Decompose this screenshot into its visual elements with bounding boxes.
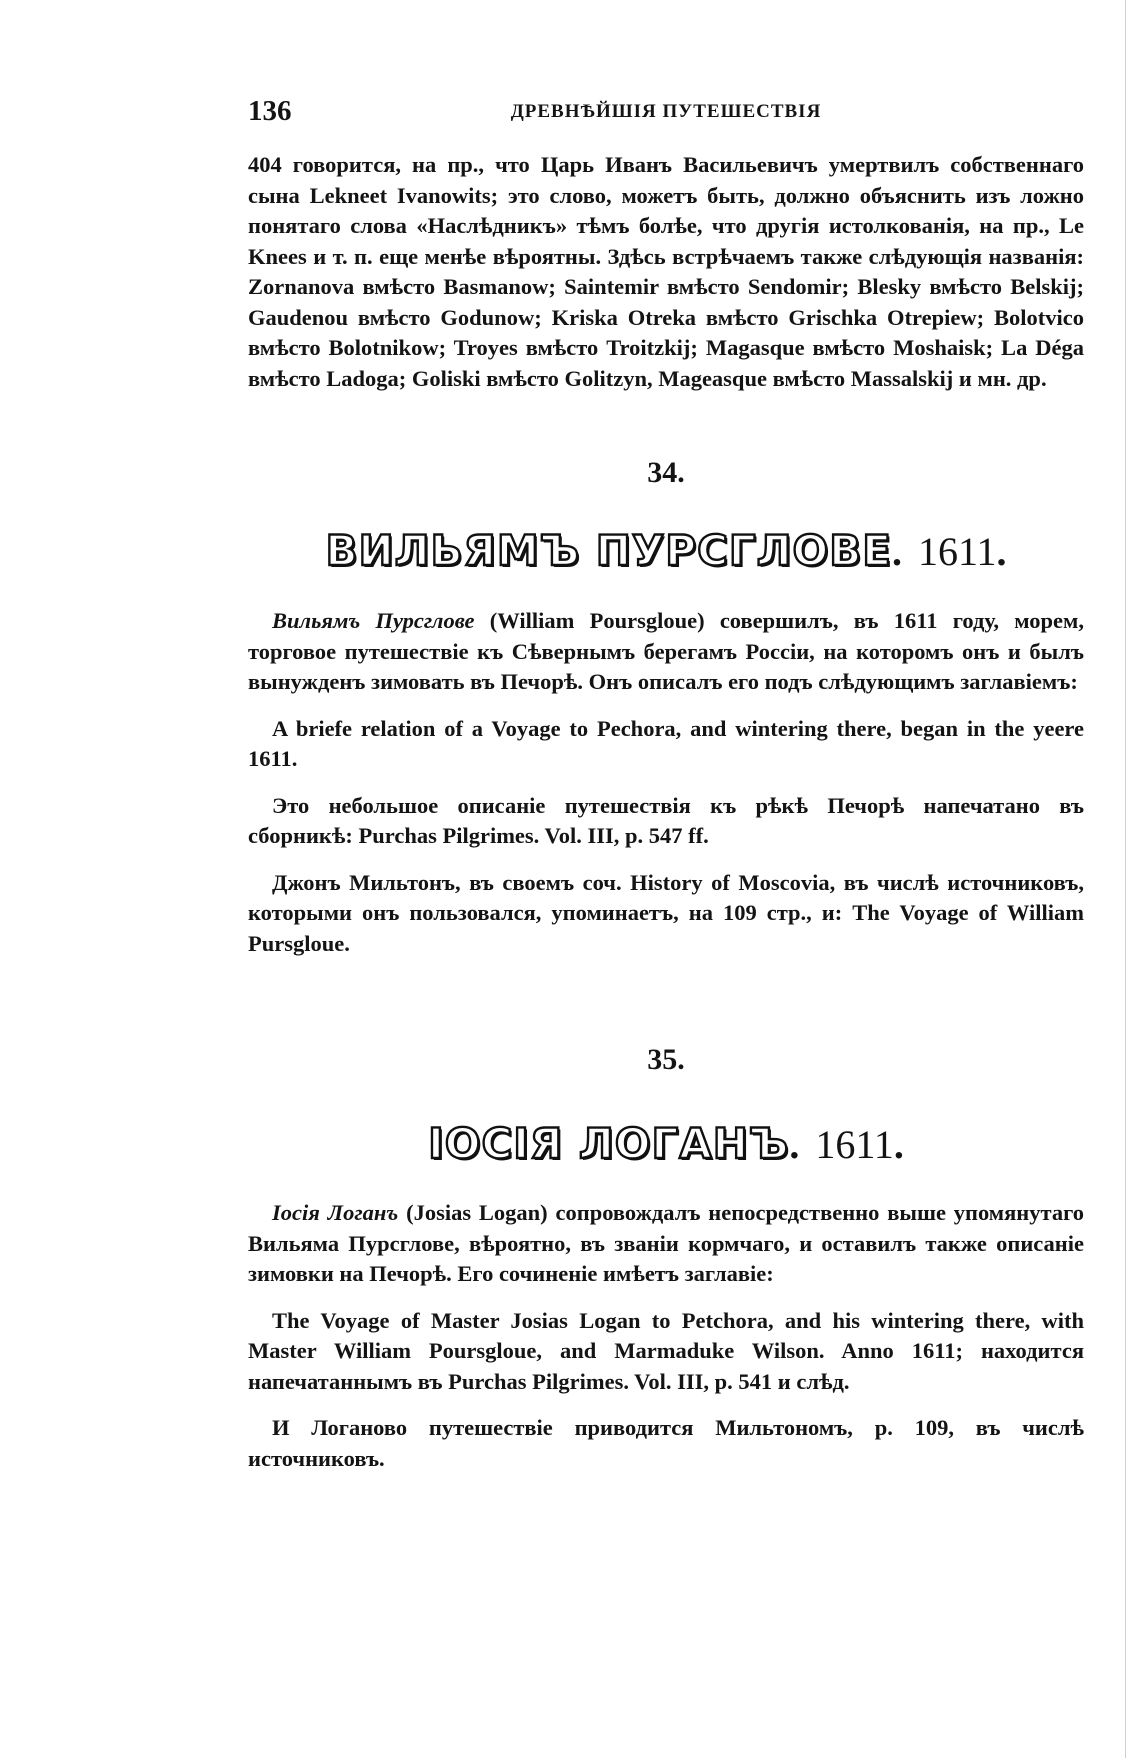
page-number: 136 xyxy=(248,95,292,127)
section-35-heading-title: ІОСІЯ ЛОГАНЪ xyxy=(428,1119,790,1168)
section-34-paragraph-1: Вильямъ Пурсглове (William Poursgloue) совершилъ, въ 1611 году, морем, торговое путешествіе къ Сѣвернымъ берегамъ Россіи, на которомъ онъ и былъ вынужденъ зимовать въ Печорѣ. Онъ описалъ его подъ слѣдующимъ заглавіемъ: xyxy=(248,608,1084,694)
section-34-name: Вильямъ Пурсглове xyxy=(272,608,475,633)
section-35-number: 35. xyxy=(647,1043,685,1076)
section-34-heading-title: ВИЛЬЯМЪ ПУРСГЛОВЕ xyxy=(325,526,892,575)
running-head xyxy=(248,95,1084,135)
section-35-name: Іосія Логанъ xyxy=(272,1200,399,1225)
section-34-year: 1611 xyxy=(917,529,997,574)
section-34-body xyxy=(248,606,1084,959)
section-35-title-quote: The Voyage of Master Josias Logan to Petchora, and his wintering there, with Master William Poursgloue, and Marmaduke Wilson. Anno 1611; находится напечатаннымъ въ Purchas Pilgrimes. Vol. III, p. 541 и слѣд. xyxy=(248,1307,1084,1394)
section-35-paragraph-1: Іосія Логанъ (Josias Logan) сопровождалъ непосредственно выше упомянутаго Вильяма Пурсглове, вѣроятно, въ званіи кормчаго, и оставилъ также описаніе зимовки на Печорѣ. Его сочиненіе имѣетъ заглавіе: xyxy=(248,1200,1084,1286)
running-title: ДРЕВНѢЙШІЯ ПУТЕШЕСТВІЯ xyxy=(510,101,822,122)
section-35-paragraph-3: И Логаново путешествіе приводится Мильтономъ, р. 109, въ числѣ источниковъ. xyxy=(248,1415,1084,1471)
top-paragraph-block xyxy=(248,150,1084,394)
section-34-paragraph-3: Это небольшое описаніе путешествія къ рѣкѣ Печорѣ напечатано въ сборникѣ: Purchas Pilgrimes. Vol. III, p. 547 ff. xyxy=(248,792,1084,848)
page-edge-line xyxy=(1125,0,1126,1758)
section-35-body xyxy=(248,1198,1084,1474)
section-34-heading: ВИЛЬЯМЪ ПУРСГЛОВЕ. 1611. xyxy=(325,526,1007,575)
section-34-number: 34. xyxy=(647,456,685,489)
section-35-heading: ІОСІЯ ЛОГАНЪ. 1611. xyxy=(428,1119,904,1168)
section-35-year: 1611 xyxy=(815,1122,894,1167)
section-34-title-quote: A briefe relation of a Voyage to Pechora, and wintering there, began in the yeere 1611. xyxy=(248,715,1084,771)
top-paragraph: 404 говорится, на пр., что Царь Иванъ Васильевичъ умертвилъ собственнаго сына Lekneet Ivanowits; это слово, можетъ быть, должно объяснить изъ ложно понятаго слова «Наслѣдникъ» тѣмъ болѣе, что другія истолкованія, на пр., Le Knees и т. п. еще менѣе вѣроятны. Здѣсь встрѣчаемъ также слѣдующія названія: Zornanova вмѣсто Basmanow; Saintemir вмѣсто Sendomir; Blesky вмѣсто Belskij; Gaudenou вмѣсто Godunow; Kriska Otreka вмѣсто Grischka Otrepiew; Bolotvico вмѣсто Bolotnikow; Troyes вмѣсто Troitzkij; Magasque вмѣсто Moshaisk; La Déga вмѣсто Ladoga; Goliski вмѣсто Golitzyn, Mageasque вмѣсто Massalskij и мн. др. xyxy=(248,152,1084,391)
section-34-paragraph-4: Джонъ Мильтонъ, въ своемъ соч. History of Moscovia, въ числѣ источниковъ, которыми онъ пользовался, упоминаетъ, на 109 стр., и: The Voyage of William Pursgloue. xyxy=(248,869,1084,956)
